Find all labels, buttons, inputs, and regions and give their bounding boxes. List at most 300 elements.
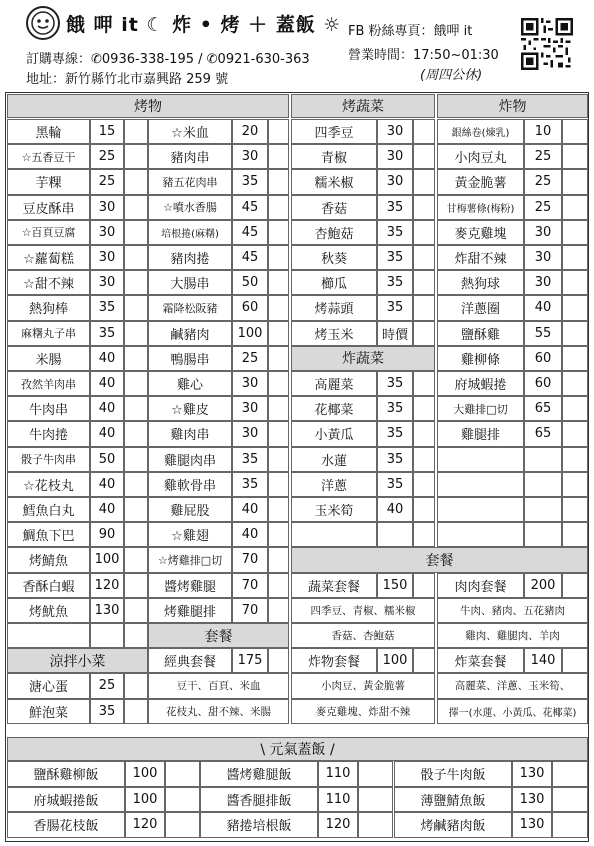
item-price: 25 [524, 169, 562, 194]
item-price: 45 [232, 245, 268, 270]
item-name: ☆雞翅 [148, 522, 232, 547]
empty-cell [413, 195, 435, 220]
empty-cell [413, 421, 435, 446]
empty-cell [552, 761, 588, 787]
logo-icon [29, 9, 57, 37]
item-price: 40 [90, 371, 124, 396]
set-contents: 豆干、百頁、米血 [148, 673, 289, 698]
empty-cell [358, 787, 393, 813]
empty-cell [413, 522, 435, 547]
empty-cell [562, 119, 588, 144]
item-name: 熱狗球 [437, 270, 524, 295]
empty-cell [124, 598, 148, 623]
empty-cell [358, 761, 393, 787]
empty-cell [562, 144, 588, 169]
empty-cell [437, 522, 524, 547]
empty-cell [413, 144, 435, 169]
set-name: 蔬菜套餐 [291, 573, 377, 598]
rice-item-name: 鹽酥雞柳飯 [7, 761, 125, 787]
empty-cell [124, 673, 148, 698]
hotline: 訂購專線：✆0936-338-195 / ✆0921-630-363 [26, 52, 310, 67]
item-name: 醬烤雞腿 [148, 573, 232, 598]
item-name: 杏鮑菇 [291, 220, 377, 245]
set-price: 150 [377, 573, 413, 598]
item-name: 鹽酥雞 [437, 321, 524, 346]
item-price: 35 [90, 295, 124, 320]
empty-cell [268, 195, 289, 220]
empty-cell [562, 522, 588, 547]
item-name: 甘梅薯條(梅粉) [437, 195, 524, 220]
item-price: 35 [377, 472, 413, 497]
empty-cell [124, 346, 148, 371]
item-price: 30 [90, 245, 124, 270]
item-name: 大雞排□切 [437, 396, 524, 421]
rice-item-name: 烤鹹豬肉飯 [394, 812, 512, 838]
item-name: 雞屁股 [148, 497, 232, 522]
empty-cell [268, 547, 289, 572]
empty-cell [268, 472, 289, 497]
empty-cell [124, 119, 148, 144]
item-name: 培根捲(麻糬) [148, 220, 232, 245]
empty-cell [124, 245, 148, 270]
item-price: 70 [232, 573, 268, 598]
item-price: 30 [524, 270, 562, 295]
empty-cell [562, 447, 588, 472]
item-name: 四季豆 [291, 119, 377, 144]
empty-cell [413, 220, 435, 245]
item-price: 25 [90, 144, 124, 169]
empty-cell [437, 447, 524, 472]
empty-cell [562, 396, 588, 421]
item-price: 40 [232, 522, 268, 547]
empty-cell [124, 623, 148, 648]
item-name: 牛肉串 [7, 396, 90, 421]
empty-cell [562, 195, 588, 220]
empty-cell [268, 497, 289, 522]
item-name: 鮮泡菜 [7, 699, 90, 724]
empty-cell [268, 295, 289, 320]
item-name: 小黃瓜 [291, 421, 377, 446]
empty-cell [413, 119, 435, 144]
item-price: 30 [377, 144, 413, 169]
empty-cell [124, 472, 148, 497]
empty-cell [124, 497, 148, 522]
item-name: 鴨腸串 [148, 346, 232, 371]
empty-cell [268, 573, 289, 598]
empty-cell [268, 598, 289, 623]
item-name: 雞腿排 [437, 421, 524, 446]
item-price: 30 [232, 396, 268, 421]
empty-cell [562, 421, 588, 446]
item-price: 30 [90, 195, 124, 220]
item-name: 高麗菜 [291, 371, 377, 396]
item-price: 35 [377, 421, 413, 446]
set-price: 140 [524, 648, 562, 673]
item-name: 雞軟骨串 [148, 472, 232, 497]
item-name: 洋蔥圈 [437, 295, 524, 320]
phone-1: ✆0936-338-195 [91, 52, 194, 67]
empty-cell [413, 396, 435, 421]
item-price: 65 [524, 396, 562, 421]
empty-cell [562, 648, 588, 673]
item-price: 35 [232, 472, 268, 497]
empty-cell [562, 295, 588, 320]
rice-item-name: 醬烤雞腿飯 [200, 761, 318, 787]
section-header-set-right: 套餐 [291, 547, 588, 572]
set-price: 175 [232, 648, 268, 673]
item-name: 豬肉串 [148, 144, 232, 169]
empty-cell [562, 321, 588, 346]
empty-cell [124, 169, 148, 194]
set-name: 肉肉套餐 [437, 573, 524, 598]
empty-cell [124, 447, 148, 472]
item-name: ☆噴水香腸 [148, 195, 232, 220]
item-name: 小肉豆丸 [437, 144, 524, 169]
item-price: 時價 [377, 321, 413, 346]
item-name: 豬五花肉串 [148, 169, 232, 194]
empty-cell [165, 787, 200, 813]
item-name: 麻糬丸子串 [7, 321, 90, 346]
item-price: 100 [90, 547, 124, 572]
empty-cell [268, 371, 289, 396]
item-name: 豆皮酥串 [7, 195, 90, 220]
item-price: 65 [524, 421, 562, 446]
item-price: 40 [524, 295, 562, 320]
item-name: 秋葵 [291, 245, 377, 270]
item-name: 香酥白蝦 [7, 573, 90, 598]
section-header-cold: 涼拌小菜 [7, 648, 148, 673]
empty-cell [7, 623, 90, 648]
rice-item-price: 130 [512, 787, 552, 813]
set-name: 經典套餐 [148, 648, 232, 673]
fb-page: FB 粉絲專頁：餓呷 it [348, 24, 473, 39]
empty-cell [524, 447, 562, 472]
item-name: ☆五香豆干 [7, 144, 90, 169]
item-name: 熱狗棒 [7, 295, 90, 320]
set-contents: 花枝丸、甜不辣、米腸 [148, 699, 289, 724]
empty-cell [268, 220, 289, 245]
empty-cell [124, 321, 148, 346]
item-name: 雞肉串 [148, 421, 232, 446]
item-name: 水蓮 [291, 447, 377, 472]
item-price: 40 [90, 472, 124, 497]
item-name: 骰子牛肉串 [7, 447, 90, 472]
item-name: 鹹豬肉 [148, 321, 232, 346]
item-name: ☆米血 [148, 119, 232, 144]
item-price: 35 [377, 447, 413, 472]
item-price: 30 [524, 245, 562, 270]
empty-cell [562, 270, 588, 295]
item-name: 溏心蛋 [7, 673, 90, 698]
set-contents: 麥克雞塊、炸甜不辣 [291, 699, 435, 724]
empty-cell [124, 396, 148, 421]
rice-item-name: 骰子牛肉飯 [394, 761, 512, 787]
item-name: 牛肉捲 [7, 421, 90, 446]
item-price: 45 [232, 195, 268, 220]
rice-item-name: 薄鹽鯖魚飯 [394, 787, 512, 813]
qr-code-icon [521, 18, 573, 70]
item-price: 35 [377, 295, 413, 320]
item-price: 30 [90, 270, 124, 295]
phone-2: ✆0921-630-363 [206, 52, 310, 67]
rice-item-price: 110 [318, 761, 358, 787]
empty-cell [268, 245, 289, 270]
item-price: 30 [377, 169, 413, 194]
item-name: 大腸串 [148, 270, 232, 295]
empty-cell [562, 245, 588, 270]
set-price: 200 [524, 573, 562, 598]
header [0, 0, 594, 92]
item-price: 55 [524, 321, 562, 346]
set-name: 炸菜套餐 [437, 648, 524, 673]
item-name: 烤蒜頭 [291, 295, 377, 320]
item-price: 30 [90, 220, 124, 245]
item-price: 70 [232, 547, 268, 572]
item-price: 35 [377, 195, 413, 220]
set-contents: 四季豆、青椒、糯米椒 [291, 598, 435, 623]
item-price: 60 [232, 295, 268, 320]
set-contents: 牛肉、豬肉、五花豬肉 [437, 598, 588, 623]
item-price: 45 [232, 220, 268, 245]
rice-item-price: 130 [512, 812, 552, 838]
empty-cell [268, 169, 289, 194]
empty-cell [268, 522, 289, 547]
empty-cell [268, 321, 289, 346]
item-name: ☆花枝丸 [7, 472, 90, 497]
empty-cell [124, 220, 148, 245]
empty-cell [268, 396, 289, 421]
empty-cell [413, 497, 435, 522]
closed-day: (周四公休) [420, 68, 483, 83]
empty-cell [165, 761, 200, 787]
empty-cell [413, 245, 435, 270]
empty-cell [124, 270, 148, 295]
empty-cell [413, 169, 435, 194]
item-price: 120 [90, 573, 124, 598]
item-name: 銀絲卷(煉乳) [437, 119, 524, 144]
item-name: ☆蘿蔔糕 [7, 245, 90, 270]
item-price: 60 [524, 371, 562, 396]
section-header-rice: \ 元氣蓋飯 / [7, 737, 588, 761]
empty-cell [268, 447, 289, 472]
item-name: ☆烤雞排□切 [148, 547, 232, 572]
rice-item-name: 豬捲培根飯 [200, 812, 318, 838]
empty-cell [562, 169, 588, 194]
empty-cell [124, 295, 148, 320]
item-price: 25 [524, 195, 562, 220]
address: 地址：新竹縣竹北市嘉興路 259 號 [26, 72, 229, 87]
item-price: 30 [232, 371, 268, 396]
empty-cell [124, 547, 148, 572]
item-name: ☆甜不辣 [7, 270, 90, 295]
set-contents: 香菇、杏鮑菇 [291, 623, 435, 648]
empty-cell [562, 573, 588, 598]
rice-item-name: 府城蝦捲飯 [7, 787, 125, 813]
item-price: 15 [90, 119, 124, 144]
item-price: 35 [377, 220, 413, 245]
section-header-set-mid: 套餐 [148, 623, 289, 648]
rice-item-price: 100 [125, 787, 165, 813]
item-name: 孜然羊肉串 [7, 371, 90, 396]
item-price: 35 [377, 371, 413, 396]
item-name: 炸甜不辣 [437, 245, 524, 270]
empty-cell [562, 497, 588, 522]
item-price: 25 [524, 144, 562, 169]
rice-item-price: 130 [512, 761, 552, 787]
set-contents: 小肉豆、黃金脆薯 [291, 673, 435, 698]
item-name: 霜降松阪豬 [148, 295, 232, 320]
item-name: 烤鯖魚 [7, 547, 90, 572]
item-price: 35 [377, 396, 413, 421]
item-name: 玉米筍 [291, 497, 377, 522]
section-header-grill: 烤物 [7, 94, 289, 118]
empty-cell [413, 472, 435, 497]
item-name: 黃金脆薯 [437, 169, 524, 194]
item-name: 雞腿肉串 [148, 447, 232, 472]
set-contents: 雞肉、雞腿肉、羊肉 [437, 623, 588, 648]
item-price: 25 [232, 346, 268, 371]
section-header-fried-veg: 炸蔬菜 [291, 346, 435, 371]
item-price: 40 [90, 497, 124, 522]
set-contents: 擇一(水蓮、小黃瓜、花椰菜) [437, 699, 588, 724]
item-name: ☆百頁豆腐 [7, 220, 90, 245]
item-name: 烤玉米 [291, 321, 377, 346]
item-name: 香菇 [291, 195, 377, 220]
empty-cell [413, 447, 435, 472]
empty-cell [124, 573, 148, 598]
item-price: 30 [524, 220, 562, 245]
rice-item-price: 100 [125, 761, 165, 787]
item-price: 10 [524, 119, 562, 144]
item-price: 35 [232, 447, 268, 472]
item-price: 30 [377, 119, 413, 144]
item-price: 35 [377, 270, 413, 295]
item-price: 60 [524, 346, 562, 371]
empty-cell [90, 623, 124, 648]
empty-cell [413, 270, 435, 295]
item-name: 鱈魚白丸 [7, 497, 90, 522]
item-price: 25 [90, 169, 124, 194]
item-price: 35 [90, 699, 124, 724]
item-price: 40 [90, 346, 124, 371]
empty-cell [413, 321, 435, 346]
empty-cell [124, 144, 148, 169]
item-price: 130 [90, 598, 124, 623]
rice-item-price: 120 [318, 812, 358, 838]
empty-cell [268, 119, 289, 144]
item-price: 20 [232, 119, 268, 144]
empty-cell [124, 522, 148, 547]
empty-cell [268, 270, 289, 295]
item-price: 70 [232, 598, 268, 623]
item-name: 麥克雞塊 [437, 220, 524, 245]
set-price: 100 [377, 648, 413, 673]
item-name: 米腸 [7, 346, 90, 371]
logo [26, 6, 60, 40]
empty-cell [413, 648, 435, 673]
empty-cell [562, 472, 588, 497]
empty-cell [124, 195, 148, 220]
item-name: 花椰菜 [291, 396, 377, 421]
item-name: 烤魷魚 [7, 598, 90, 623]
empty-cell [524, 497, 562, 522]
empty-cell [268, 144, 289, 169]
section-header-grill-veg: 烤蔬菜 [291, 94, 435, 118]
empty-cell [562, 346, 588, 371]
item-name: 雞心 [148, 371, 232, 396]
set-name: 炸物套餐 [291, 648, 377, 673]
item-price: 50 [90, 447, 124, 472]
empty-cell [124, 421, 148, 446]
rice-item-name: 香腸花枝飯 [7, 812, 125, 838]
empty-cell [377, 522, 413, 547]
item-name: 豬肉捲 [148, 245, 232, 270]
empty-cell [124, 371, 148, 396]
rice-item-name: 醬香腿排飯 [200, 787, 318, 813]
item-price: 40 [232, 497, 268, 522]
item-name: 黑輪 [7, 119, 90, 144]
opening-hours: 營業時間：17:50~01:30 [348, 48, 499, 63]
item-price: 90 [90, 522, 124, 547]
item-price: 40 [90, 421, 124, 446]
item-name: 芋粿 [7, 169, 90, 194]
item-name: 鯛魚下巴 [7, 522, 90, 547]
empty-cell [165, 812, 200, 838]
empty-cell [562, 220, 588, 245]
item-price: 100 [232, 321, 268, 346]
item-price: 30 [232, 421, 268, 446]
item-price: 35 [232, 169, 268, 194]
shop-title: 餓 呷 it ☾ 炸 • 烤 ＋ 蓋飯 ☼ [66, 14, 342, 36]
item-price: 25 [90, 673, 124, 698]
section-header-fried: 炸物 [437, 94, 588, 118]
empty-cell [358, 812, 393, 838]
empty-cell [268, 648, 289, 673]
empty-cell [524, 472, 562, 497]
item-price: 40 [90, 396, 124, 421]
item-name: 洋蔥 [291, 472, 377, 497]
item-price: 40 [377, 497, 413, 522]
item-name: 烤雞腿排 [148, 598, 232, 623]
empty-cell [291, 522, 377, 547]
item-name: 府城蝦捲 [437, 371, 524, 396]
item-name: 櫛瓜 [291, 270, 377, 295]
empty-cell [524, 522, 562, 547]
set-contents: 高麗菜、洋蔥、玉米筍、 [437, 673, 588, 698]
item-price: 35 [90, 321, 124, 346]
empty-cell [268, 421, 289, 446]
item-price: 30 [232, 144, 268, 169]
empty-cell [268, 346, 289, 371]
empty-cell [562, 371, 588, 396]
empty-cell [437, 472, 524, 497]
empty-cell [552, 812, 588, 838]
item-name: 青椒 [291, 144, 377, 169]
rice-item-price: 110 [318, 787, 358, 813]
item-name: ☆雞皮 [148, 396, 232, 421]
item-name: 雞柳條 [437, 346, 524, 371]
item-price: 35 [377, 245, 413, 270]
empty-cell [552, 787, 588, 813]
rice-item-price: 120 [125, 812, 165, 838]
empty-cell [413, 295, 435, 320]
empty-cell [413, 573, 435, 598]
item-price: 50 [232, 270, 268, 295]
item-name: 糯米椒 [291, 169, 377, 194]
empty-cell [413, 371, 435, 396]
empty-cell [124, 699, 148, 724]
hotline-label: 訂購專線： [26, 52, 92, 67]
